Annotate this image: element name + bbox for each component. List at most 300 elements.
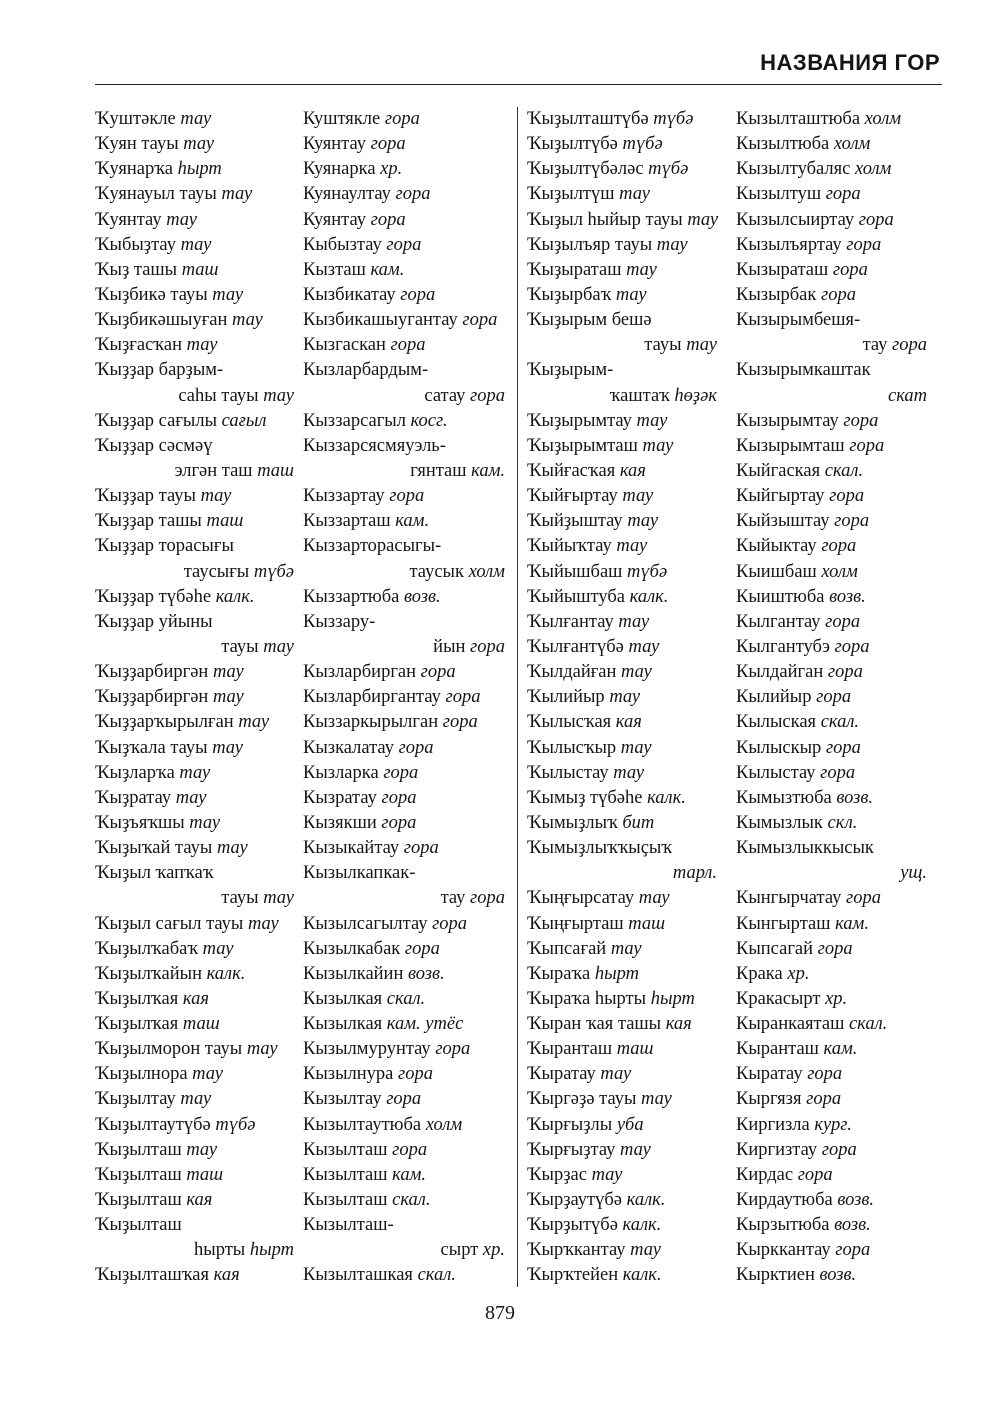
bashkir-name-text: элгән таш xyxy=(174,460,258,481)
bashkir-term: уба xyxy=(616,1114,644,1135)
bashkir-name xyxy=(95,258,219,283)
bashkir-term: тау xyxy=(610,938,642,959)
bashkir-term: тау xyxy=(166,209,198,230)
russian-name xyxy=(303,861,415,886)
bashkir-name-text: Ҡыҙылҡабаҡ xyxy=(95,938,203,959)
bashkir-name-text: Ҡыҙыл сағыл тауы xyxy=(95,913,248,934)
russian-name xyxy=(736,1087,841,1112)
russian-term: гора xyxy=(445,687,481,708)
entry-continuation xyxy=(95,560,515,585)
russian-name xyxy=(900,861,927,886)
bashkir-term: тау xyxy=(232,310,263,331)
page-number: 879 xyxy=(485,1302,515,1324)
russian-name xyxy=(303,710,478,735)
column-divider xyxy=(517,107,518,1287)
russian-name-text: Кирдаутюба xyxy=(736,1190,838,1211)
bashkir-name xyxy=(527,132,663,157)
bashkir-term: таш xyxy=(186,1164,224,1185)
russian-name xyxy=(303,132,406,157)
russian-name-text: Кынгырчатау xyxy=(736,888,846,909)
russian-name-text: Кызларбирган xyxy=(303,662,421,683)
entry-continuation xyxy=(527,333,927,358)
bashkir-name-text: Ҡылысҡая xyxy=(527,712,616,733)
russian-term: кам. xyxy=(370,259,405,280)
russian-name xyxy=(736,585,866,610)
bashkir-name-text: Ҡыйҙыштау xyxy=(527,511,628,532)
bashkir-term: тау xyxy=(180,109,212,129)
russian-name-text: Кызырымкаштак xyxy=(736,360,871,381)
russian-name-text: Кыйгаская xyxy=(736,460,825,481)
russian-name-text: Кызкалатау xyxy=(303,737,399,758)
bashkir-term: тау xyxy=(619,184,650,205)
bashkir-term: тау xyxy=(192,1064,223,1085)
russian-term: гора xyxy=(397,1064,433,1085)
bashkir-term: тарл. xyxy=(672,863,717,884)
bashkir-name-text: Ҡыбыҙтау xyxy=(95,234,181,255)
russian-term: гора xyxy=(843,410,879,431)
russian-term: гора xyxy=(834,636,870,657)
bashkir-term: бит xyxy=(622,812,655,833)
russian-term: возв. xyxy=(819,1265,857,1286)
bashkir-name xyxy=(95,937,233,962)
bashkir-name xyxy=(527,811,654,836)
bashkir-name xyxy=(610,384,717,409)
russian-name xyxy=(303,962,445,987)
bashkir-name xyxy=(95,1263,240,1288)
bashkir-term: тау xyxy=(620,1139,651,1160)
dictionary-entry xyxy=(95,509,515,534)
bashkir-name xyxy=(95,358,223,383)
russian-name-text: тау xyxy=(440,888,471,909)
russian-name-text: Кыйгыртау xyxy=(736,486,830,507)
entry-continuation xyxy=(95,459,515,484)
bashkir-term: тау xyxy=(189,812,221,833)
bashkir-name-text: Ҡыҙғасҡан xyxy=(95,335,187,356)
bashkir-term: түбә xyxy=(627,561,668,582)
russian-term: гора xyxy=(381,787,417,808)
bashkir-name xyxy=(527,1087,672,1112)
dictionary-entry xyxy=(527,182,927,207)
bashkir-term: тау xyxy=(615,284,647,305)
bashkir-name xyxy=(527,635,659,660)
russian-name xyxy=(303,761,418,786)
russian-name xyxy=(736,484,864,509)
bashkir-name xyxy=(527,1263,662,1288)
russian-name xyxy=(736,132,870,157)
russian-term: гора xyxy=(858,209,894,230)
bashkir-name-text: Ҡыҙъяҡшы xyxy=(95,812,190,833)
russian-name-text: Крака xyxy=(736,963,788,984)
russian-term: кам. xyxy=(471,460,505,481)
entry-continuation xyxy=(527,861,927,886)
dictionary-entry xyxy=(95,283,515,308)
dictionary-entry xyxy=(95,962,515,987)
russian-name xyxy=(303,484,424,509)
bashkir-name xyxy=(527,610,649,635)
bashkir-term: тау xyxy=(616,536,648,557)
dictionary-entry xyxy=(527,484,927,509)
bashkir-name xyxy=(221,886,294,911)
russian-name xyxy=(736,912,869,937)
russian-term: косг. xyxy=(410,410,448,431)
bashkir-term: тау xyxy=(246,1039,278,1060)
bashkir-name xyxy=(527,912,665,937)
dictionary-entry xyxy=(527,660,927,685)
dictionary-entry xyxy=(527,409,927,434)
bashkir-name xyxy=(178,384,294,409)
dictionary-entry xyxy=(95,861,515,886)
russian-name xyxy=(303,660,456,685)
dictionary-entry xyxy=(95,534,515,559)
russian-name xyxy=(303,1213,394,1238)
bashkir-name xyxy=(527,761,644,786)
bashkir-term: тау xyxy=(636,410,668,431)
bashkir-name xyxy=(95,1037,278,1062)
bashkir-term: калк. xyxy=(629,586,669,607)
dictionary-entry xyxy=(527,886,927,911)
russian-name-text: Кыззартау xyxy=(303,486,390,507)
russian-term: возв. xyxy=(829,586,866,607)
dictionary-entry xyxy=(95,132,515,157)
russian-name xyxy=(303,509,429,534)
bashkir-term: тау xyxy=(180,234,212,255)
russian-name-text: Кылдайган xyxy=(736,662,828,683)
bashkir-name xyxy=(95,962,245,987)
entry-continuation xyxy=(527,384,927,409)
russian-name xyxy=(736,358,871,383)
bashkir-name-text: ҡаштаҡ xyxy=(609,385,675,406)
russian-term: гора xyxy=(832,259,868,280)
dictionary-entry xyxy=(95,1087,515,1112)
bashkir-name-text: Ҡыҙыраташ xyxy=(527,259,627,280)
bashkir-name xyxy=(95,685,244,710)
dictionary-entry xyxy=(527,962,927,987)
bashkir-term: тау xyxy=(621,662,652,683)
russian-term: гора xyxy=(442,712,478,733)
entry-continuation xyxy=(95,635,515,660)
bashkir-name-text: Ҡылдайған xyxy=(527,662,622,683)
russian-name-text: сырт xyxy=(440,1240,483,1261)
bashkir-term: тау xyxy=(247,913,279,934)
russian-name-text: Кылыстау xyxy=(736,762,821,783)
entry-continuation xyxy=(95,1238,515,1263)
bashkir-term: сағыл xyxy=(221,410,267,431)
russian-name xyxy=(736,786,873,811)
bashkir-term: тау xyxy=(263,385,294,406)
russian-name-text: гянташ xyxy=(410,460,472,481)
bashkir-term: тау xyxy=(591,1164,623,1185)
bashkir-name-text: Ҡыҙҙарбиргән xyxy=(95,662,213,683)
bashkir-name-text: Ҡыҙылтүбә xyxy=(527,134,623,155)
russian-name-text: Кызылташ- xyxy=(303,1215,394,1236)
dictionary-entry xyxy=(527,987,927,1012)
russian-name xyxy=(736,1062,842,1087)
russian-name xyxy=(303,534,441,559)
bashkir-name-text: Ҡыҙыҡай тауы xyxy=(95,838,217,859)
bashkir-name-text: Ҡыратау xyxy=(527,1064,601,1085)
bashkir-name xyxy=(527,1062,631,1087)
dictionary-entry xyxy=(95,208,515,233)
dictionary-entry xyxy=(95,1037,515,1062)
russian-name xyxy=(409,560,505,585)
bashkir-term: таш xyxy=(181,259,219,280)
russian-name xyxy=(303,736,434,761)
bashkir-name-text: Ҡыҙылташҡая xyxy=(95,1265,214,1286)
russian-name-text: Кызылташкая xyxy=(303,1265,418,1286)
russian-name xyxy=(303,233,421,258)
bashkir-term: тау xyxy=(628,636,660,657)
bashkir-term: калк. xyxy=(206,963,246,984)
dictionary-entry xyxy=(95,937,515,962)
bashkir-term: таш xyxy=(257,460,294,481)
russian-name-text: Кылыскыр xyxy=(736,737,826,758)
bashkir-name-text: Ҡыҙҙар барҙым- xyxy=(95,360,224,381)
page-header-title: НАЗВАНИЯ ГОР xyxy=(760,50,940,75)
russian-term: гора xyxy=(386,1089,422,1110)
russian-name xyxy=(736,886,881,911)
bashkir-name xyxy=(95,1163,223,1188)
bashkir-name-text: Ҡыҙылморон тауы xyxy=(95,1039,247,1060)
russian-name-text: Кымызлыккысык xyxy=(736,838,874,859)
russian-name xyxy=(303,786,417,811)
bashkir-term: тау xyxy=(626,259,657,280)
bashkir-term: тау xyxy=(175,787,207,808)
dictionary-entry xyxy=(527,610,927,635)
bashkir-name-text: Ҡыҙбикә тауы xyxy=(95,284,213,305)
bashkir-term: тау xyxy=(630,1240,661,1261)
russian-name xyxy=(303,1087,421,1112)
russian-name-text: Кызылкабак xyxy=(303,938,405,959)
russian-name xyxy=(736,660,863,685)
bashkir-name xyxy=(527,937,642,962)
russian-name-text: Кымызлык xyxy=(736,812,828,833)
russian-name xyxy=(303,610,375,635)
bashkir-name-text: Ҡыйыҡтау xyxy=(527,536,617,557)
bashkir-term: тау xyxy=(212,687,244,708)
russian-term: гора xyxy=(383,762,419,783)
bashkir-name-text: Ҡуянтау xyxy=(95,209,167,230)
dictionary-entry xyxy=(527,1113,927,1138)
bashkir-name xyxy=(95,736,243,761)
russian-name-text: Кызякши xyxy=(303,812,382,833)
bashkir-name xyxy=(95,710,269,735)
russian-name xyxy=(736,1238,870,1263)
russian-term: скал. xyxy=(392,1190,431,1211)
russian-name xyxy=(736,736,861,761)
bashkir-name xyxy=(95,283,243,308)
bashkir-term: тау xyxy=(638,888,670,909)
russian-name xyxy=(303,811,416,836)
bashkir-name xyxy=(527,434,673,459)
bashkir-name xyxy=(95,1113,256,1138)
russian-name-text: Кыранташ xyxy=(736,1039,824,1060)
russian-term: гора xyxy=(807,1064,843,1085)
bashkir-name xyxy=(95,1012,220,1037)
russian-name xyxy=(736,233,881,258)
bashkir-name xyxy=(527,1188,665,1213)
bashkir-term: тау xyxy=(179,762,211,783)
bashkir-term: түбә xyxy=(215,1114,256,1135)
russian-term: скал. xyxy=(386,988,426,1009)
bashkir-term: калк. xyxy=(626,1190,666,1211)
russian-name-text: Кызылкайин xyxy=(303,963,408,984)
bashkir-term: кая xyxy=(619,460,646,481)
russian-term: скат xyxy=(887,385,927,406)
russian-name xyxy=(736,208,894,233)
bashkir-name-text: Ҡыҙҙар уйыны xyxy=(95,611,213,632)
bashkir-term: кая xyxy=(213,1265,240,1286)
bashkir-name-text: Ҡымыҙлыҡ xyxy=(527,812,623,833)
bashkir-name xyxy=(95,585,255,610)
russian-name-text: Кырккантау xyxy=(736,1240,836,1261)
dictionary-entry xyxy=(527,308,927,333)
bashkir-name-text: Ҡыҙылнора xyxy=(95,1064,193,1085)
dictionary-entry xyxy=(95,1163,515,1188)
bashkir-name xyxy=(95,409,266,434)
dictionary-entry xyxy=(95,1213,515,1238)
russian-term: возв. xyxy=(403,586,441,607)
dictionary-entry xyxy=(95,157,515,182)
russian-name xyxy=(303,987,425,1012)
bashkir-name-text: Ҡымыҙ түбәһе xyxy=(527,787,648,808)
dictionary-entry xyxy=(95,308,515,333)
russian-name xyxy=(736,635,870,660)
bashkir-name-text: Ҡыҙыл һыйыр тауы xyxy=(527,209,688,230)
bashkir-term: тау xyxy=(263,888,294,909)
bashkir-name-text: Ҡыҙларҡа xyxy=(95,762,180,783)
bashkir-name-text: Ҡылғантау xyxy=(527,611,619,632)
russian-name xyxy=(303,1188,431,1213)
russian-term: гора xyxy=(470,636,505,657)
russian-term: гора xyxy=(370,134,406,155)
russian-name xyxy=(736,509,869,534)
russian-name-text: Кыззарсагыл xyxy=(303,410,411,431)
russian-name-text: Кымызтюба xyxy=(736,787,837,808)
russian-name xyxy=(303,409,448,434)
bashkir-term: кая xyxy=(182,988,209,1009)
russian-name xyxy=(736,534,856,559)
bashkir-name-text: Ҡырҙас xyxy=(527,1164,592,1185)
russian-name xyxy=(736,1263,856,1288)
bashkir-name xyxy=(95,484,231,509)
bashkir-name xyxy=(527,1012,692,1037)
russian-name-text: сатау xyxy=(424,385,471,406)
bashkir-term: һырт xyxy=(177,159,222,180)
russian-name-text: Кызылкая xyxy=(303,1014,387,1035)
russian-term: гора xyxy=(370,209,406,230)
bashkir-name-text: Ҡыраҡа һырты xyxy=(527,988,651,1009)
russian-term: гора xyxy=(892,335,927,356)
bashkir-name xyxy=(95,233,211,258)
bashkir-name-text: Ҡыҙҙар ташы xyxy=(95,511,207,532)
russian-name-text: Кызылташтюба xyxy=(736,109,865,129)
russian-name-text: Кызбикатау xyxy=(303,284,401,305)
bashkir-name-text: тауы xyxy=(221,636,264,657)
bashkir-name-text: Ҡыҙҙарбиргән xyxy=(95,687,213,708)
bashkir-term: тау xyxy=(686,335,717,356)
russian-name xyxy=(303,1012,463,1037)
russian-name-text: Куштякле xyxy=(303,109,385,129)
russian-term: кам. xyxy=(823,1039,858,1060)
dictionary-entry xyxy=(527,283,927,308)
russian-name xyxy=(303,434,446,459)
russian-name-text: Кыиштюба xyxy=(736,586,830,607)
dictionary-entry xyxy=(95,710,515,735)
dictionary-entry xyxy=(527,1238,927,1263)
dictionary-entry xyxy=(95,685,515,710)
dictionary-entry xyxy=(527,786,927,811)
bashkir-name-text: Ҡыңғырташ xyxy=(527,913,629,934)
dictionary-entry xyxy=(527,434,927,459)
russian-name xyxy=(736,459,863,484)
bashkir-name-text: таусығы xyxy=(183,561,254,582)
dictionary-entry xyxy=(527,761,927,786)
russian-term: хр. xyxy=(787,963,810,984)
bashkir-term: һырт xyxy=(650,988,695,1009)
russian-term: гора xyxy=(386,234,422,255)
bashkir-name xyxy=(527,585,668,610)
bashkir-name xyxy=(95,107,211,132)
dictionary-entry xyxy=(95,786,515,811)
bashkir-name-text: Ҡыҙҙар түбәһе xyxy=(95,586,216,607)
russian-name xyxy=(303,1062,433,1087)
dictionary-entry xyxy=(95,1113,515,1138)
bashkir-name xyxy=(673,861,717,886)
bashkir-term: тау xyxy=(618,611,650,632)
header-rule xyxy=(95,84,942,85)
russian-term: возв. xyxy=(836,787,874,808)
dictionary-entry xyxy=(95,484,515,509)
russian-name xyxy=(736,409,878,434)
russian-term: гора xyxy=(384,109,420,129)
russian-name xyxy=(424,384,505,409)
bashkir-name-text: Ҡыҙылҡайын xyxy=(95,963,207,984)
bashkir-term: тау xyxy=(180,1089,212,1110)
russian-term: скал. xyxy=(824,460,864,481)
russian-name-text: Кыззарташ xyxy=(303,511,396,532)
bashkir-name-text: һырты xyxy=(194,1240,250,1261)
russian-term: гора xyxy=(432,913,468,934)
bashkir-name xyxy=(527,1238,661,1263)
russian-term: гора xyxy=(395,184,431,205)
bashkir-term: һырт xyxy=(594,963,640,984)
russian-name xyxy=(441,886,505,911)
bashkir-name-text: Ҡыҙырым- xyxy=(527,360,614,381)
bashkir-name-text: Ҡуян тауы xyxy=(95,134,184,155)
bashkir-name xyxy=(527,1113,644,1138)
russian-name-text: Кыйзыштау xyxy=(736,511,835,532)
russian-term: скал. xyxy=(820,712,860,733)
russian-term: гора xyxy=(398,737,434,758)
russian-name-text: Кылыская xyxy=(736,712,821,733)
bashkir-name-text: Ҡыйғыртау xyxy=(527,486,623,507)
bashkir-name-text: Ҡыҙырымташ xyxy=(527,435,643,456)
bashkir-term: таш xyxy=(182,1014,220,1035)
russian-name-text: Кыззару- xyxy=(303,611,376,632)
russian-name-text: Кыззаркырылган xyxy=(303,712,443,733)
bashkir-name-text: Ҡыҙҙар тауы xyxy=(95,486,201,507)
russian-term: гора xyxy=(389,486,425,507)
dictionary-entry xyxy=(95,333,515,358)
bashkir-name-text: Ҡыҙылташ xyxy=(95,1139,187,1160)
bashkir-name xyxy=(527,308,652,333)
bashkir-name-text: Ҡырҙытүбә xyxy=(527,1215,623,1236)
russian-term: скал. xyxy=(417,1265,456,1286)
russian-name-text: Кыззарторасыгы- xyxy=(303,536,442,557)
russian-name xyxy=(863,333,927,358)
bashkir-name xyxy=(527,685,640,710)
bashkir-name-text: Ҡыҙылташ xyxy=(95,1215,182,1236)
